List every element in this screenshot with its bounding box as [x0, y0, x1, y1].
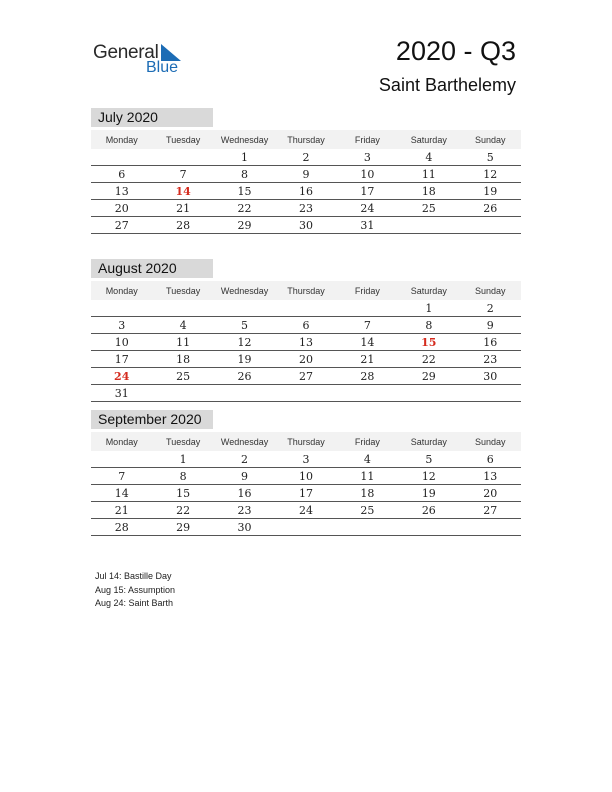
month-title: August 2020: [91, 259, 213, 278]
week-row: [91, 300, 521, 317]
month-title: September 2020: [91, 410, 213, 429]
week-row: [91, 200, 521, 217]
day-cell: 23: [214, 502, 275, 519]
week-row: [91, 502, 521, 519]
day-cell: 8: [152, 468, 213, 485]
holiday-notes: [95, 570, 175, 611]
day-cell: 14: [152, 183, 213, 200]
day-cell: 30: [460, 368, 521, 385]
weekday-label: Thursday: [275, 432, 336, 451]
page-subtitle: Saint Barthelemy: [378, 75, 516, 95]
day-cell: [398, 217, 459, 234]
day-cell: 17: [337, 183, 398, 200]
logo: [93, 40, 193, 80]
day-cell: [460, 519, 521, 536]
holiday-note: Aug 24: Saint Barth: [95, 598, 174, 608]
weekday-label: Saturday: [398, 432, 459, 451]
weekday-label: Tuesday: [152, 281, 213, 300]
day-cell: 16: [460, 334, 521, 351]
day-cell: [152, 300, 213, 317]
day-cell: 21: [152, 200, 213, 217]
day-cell: 15: [214, 183, 275, 200]
day-cell: 28: [152, 217, 213, 234]
day-cell: 3: [337, 149, 398, 166]
day-cell: 6: [460, 451, 521, 468]
day-cell: 31: [337, 217, 398, 234]
week-row: [91, 385, 521, 402]
week-row: [91, 166, 521, 183]
week-row: [91, 149, 521, 166]
weekday-label: Wednesday: [214, 432, 275, 451]
day-cell: 27: [91, 217, 152, 234]
day-cell: 29: [214, 217, 275, 234]
day-cell: 19: [214, 351, 275, 368]
day-cell: 10: [337, 166, 398, 183]
month-title: July 2020: [91, 108, 213, 127]
day-cell: 18: [398, 183, 459, 200]
day-cell: 5: [214, 317, 275, 334]
day-cell: 1: [398, 300, 459, 317]
day-cell: 1: [214, 149, 275, 166]
weekday-header-row: [91, 281, 521, 300]
weekday-header-row: [91, 432, 521, 451]
day-cell: 15: [398, 334, 459, 351]
day-cell: [398, 519, 459, 536]
weekday-label: Thursday: [275, 130, 336, 149]
day-cell: 8: [398, 317, 459, 334]
day-cell: 6: [91, 166, 152, 183]
day-cell: 20: [275, 351, 336, 368]
weekday-label: Friday: [337, 432, 398, 451]
page-title: 2020 - Q3: [395, 36, 516, 66]
day-cell: [91, 451, 152, 468]
weekday-label: Wednesday: [214, 281, 275, 300]
weekday-label: Tuesday: [152, 130, 213, 149]
day-cell: 9: [214, 468, 275, 485]
day-cell: 2: [275, 149, 336, 166]
calendar-table: [91, 130, 521, 234]
day-cell: 24: [337, 200, 398, 217]
day-cell: [214, 385, 275, 402]
day-cell: [91, 300, 152, 317]
day-cell: 20: [460, 485, 521, 502]
day-cell: 25: [398, 200, 459, 217]
day-cell: 12: [460, 166, 521, 183]
weekday-header-row: [91, 130, 521, 149]
holiday-note: Jul 14: Bastille Day: [95, 571, 172, 581]
day-cell: 16: [275, 183, 336, 200]
day-cell: 24: [91, 368, 152, 385]
day-cell: 14: [337, 334, 398, 351]
day-cell: 10: [91, 334, 152, 351]
weekday-label: Tuesday: [152, 432, 213, 451]
day-cell: 26: [460, 200, 521, 217]
day-cell: 15: [152, 485, 213, 502]
day-cell: 30: [275, 217, 336, 234]
weekday-label: Monday: [91, 432, 152, 451]
day-cell: 3: [91, 317, 152, 334]
week-row: [91, 217, 521, 234]
day-cell: 17: [275, 485, 336, 502]
week-row: [91, 368, 521, 385]
day-cell: 24: [275, 502, 336, 519]
day-cell: 26: [214, 368, 275, 385]
day-cell: 13: [275, 334, 336, 351]
day-cell: 4: [152, 317, 213, 334]
day-cell: 12: [214, 334, 275, 351]
week-row: [91, 334, 521, 351]
day-cell: [275, 519, 336, 536]
weekday-label: Friday: [337, 281, 398, 300]
day-cell: 19: [398, 485, 459, 502]
day-cell: 22: [214, 200, 275, 217]
day-cell: 7: [337, 317, 398, 334]
day-cell: [337, 300, 398, 317]
holiday-note: Aug 15: Assumption: [95, 584, 176, 595]
day-cell: 2: [214, 451, 275, 468]
day-cell: 7: [91, 468, 152, 485]
weekday-label: Monday: [91, 281, 152, 300]
weekday-label: Saturday: [398, 281, 459, 300]
month-july: [91, 108, 521, 234]
weekday-label: Sunday: [460, 432, 521, 451]
day-cell: 20: [91, 200, 152, 217]
day-cell: 7: [152, 166, 213, 183]
day-cell: [152, 149, 213, 166]
day-cell: 22: [152, 502, 213, 519]
day-cell: [214, 300, 275, 317]
week-row: [91, 468, 521, 485]
day-cell: 28: [337, 368, 398, 385]
month-september: [91, 410, 521, 536]
day-cell: 10: [275, 468, 336, 485]
day-cell: 26: [398, 502, 459, 519]
day-cell: 8: [214, 166, 275, 183]
day-cell: 4: [337, 451, 398, 468]
day-cell: [275, 385, 336, 402]
day-cell: 5: [398, 451, 459, 468]
day-cell: 13: [91, 183, 152, 200]
day-cell: 2: [460, 300, 521, 317]
weekday-label: Monday: [91, 130, 152, 149]
day-cell: 19: [460, 183, 521, 200]
weekday-label: Wednesday: [214, 130, 275, 149]
day-cell: 3: [275, 451, 336, 468]
week-row: [91, 351, 521, 368]
week-row: [91, 519, 521, 536]
day-cell: 12: [398, 468, 459, 485]
day-cell: [275, 300, 336, 317]
day-cell: 9: [275, 166, 336, 183]
weekday-label: Saturday: [398, 130, 459, 149]
logo-blue-text: Blue: [146, 59, 179, 76]
weekday-label: Friday: [337, 130, 398, 149]
logo-general-text: General: [93, 42, 159, 63]
day-cell: 18: [337, 485, 398, 502]
day-cell: [91, 149, 152, 166]
weekday-label: Sunday: [460, 281, 521, 300]
day-cell: 18: [152, 351, 213, 368]
day-cell: 14: [91, 485, 152, 502]
day-cell: 27: [460, 502, 521, 519]
day-cell: 27: [275, 368, 336, 385]
day-cell: 6: [275, 317, 336, 334]
day-cell: 11: [337, 468, 398, 485]
day-cell: [152, 385, 213, 402]
day-cell: [337, 519, 398, 536]
day-cell: [460, 385, 521, 402]
day-cell: 23: [275, 200, 336, 217]
day-cell: 11: [398, 166, 459, 183]
day-cell: 23: [460, 351, 521, 368]
day-cell: 13: [460, 468, 521, 485]
calendar-table: [91, 432, 521, 536]
day-cell: 31: [91, 385, 152, 402]
day-cell: 5: [460, 149, 521, 166]
calendar-table: [91, 281, 521, 402]
day-cell: 17: [91, 351, 152, 368]
day-cell: 22: [398, 351, 459, 368]
day-cell: [398, 385, 459, 402]
day-cell: 1: [152, 451, 213, 468]
day-cell: 29: [152, 519, 213, 536]
day-cell: 11: [152, 334, 213, 351]
week-row: [91, 485, 521, 502]
month-august: [91, 259, 521, 402]
day-cell: [460, 217, 521, 234]
day-cell: 21: [91, 502, 152, 519]
day-cell: 21: [337, 351, 398, 368]
day-cell: 28: [91, 519, 152, 536]
day-cell: 16: [214, 485, 275, 502]
day-cell: 30: [214, 519, 275, 536]
weekday-label: Thursday: [275, 281, 336, 300]
day-cell: 4: [398, 149, 459, 166]
day-cell: [337, 385, 398, 402]
weekday-label: Sunday: [460, 130, 521, 149]
day-cell: 29: [398, 368, 459, 385]
day-cell: 25: [337, 502, 398, 519]
day-cell: 25: [152, 368, 213, 385]
day-cell: 9: [460, 317, 521, 334]
week-row: [91, 451, 521, 468]
week-row: [91, 317, 521, 334]
week-row: [91, 183, 521, 200]
